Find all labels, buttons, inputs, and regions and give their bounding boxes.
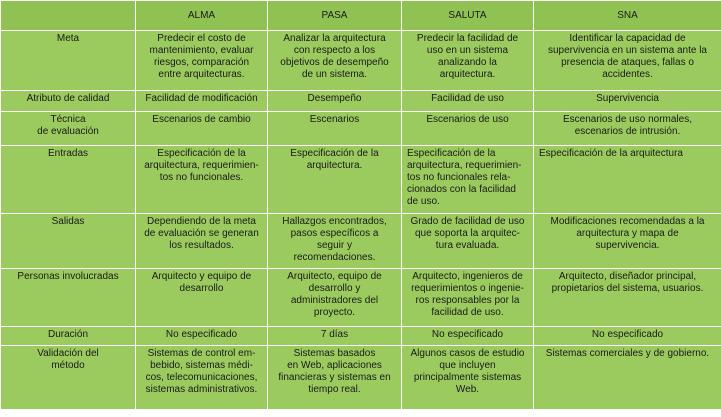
cell-pasa: Escenarios <box>268 112 402 146</box>
row-duracion <box>1 327 721 346</box>
row-label: Personas involucradas <box>1 269 136 327</box>
cell-saluta: Grado de facilidad de uso que soporta la arquitec- tura evaluada. <box>402 214 534 269</box>
header-alma: ALMA <box>136 1 268 31</box>
cell-pasa: 7 días <box>268 327 402 346</box>
row-tecnica <box>1 112 721 146</box>
cell-alma: Sistemas de control em- bebido, sistemas médi- cos, telecomunicaciones, sistemas administrativos. <box>136 346 268 410</box>
cell-sna: Supervivencia <box>534 91 721 112</box>
cell-saluta: Algunos casos de estudio que incluyen principalmente sistemas Web. <box>402 346 534 410</box>
row-entradas <box>1 146 721 214</box>
cell-sna: Especificación de la arquitectura <box>534 146 721 214</box>
row-validacion <box>1 346 721 410</box>
cell-alma: Especificación de la arquitectura, requerimien- tos no funcionales. <box>136 146 268 214</box>
header-corner <box>1 1 136 31</box>
row-label: Entradas <box>1 146 136 214</box>
cell-saluta: Predecir la facilidad de uso en un sistema analizando la arquitectura. <box>402 31 534 91</box>
row-label: Duración <box>1 327 136 346</box>
row-label: Técnica de evaluación <box>1 112 136 146</box>
cell-alma: Predecir el costo de mantenimiento, evaluar riesgos, comparación entre arquitecturas. <box>136 31 268 91</box>
row-label: Atributo de calidad <box>1 91 136 112</box>
row-label: Salidas <box>1 214 136 269</box>
cell-sna: Escenarios de uso normales, escenarios de intrusión. <box>534 112 721 146</box>
cell-pasa: Analizar la arquitectura con respecto a los objetivos de desempeño de un sistema. <box>268 31 402 91</box>
cell-sna: Arquitecto, diseñador principal, propietarios del sistema, usuarios. <box>534 269 721 327</box>
cell-alma: Arquitecto y equipo de desarrollo <box>136 269 268 327</box>
cell-pasa: Hallazgos encontrados, pasos específicos a seguir y recomendaciones. <box>268 214 402 269</box>
row-atributo <box>1 91 721 112</box>
cell-saluta: Facilidad de uso <box>402 91 534 112</box>
cell-saluta: Especificación de la arquitectura, requerimien- tos no funcionales rela- cionados con la facilidad de uso. <box>402 146 534 214</box>
cell-sna: Modificaciones recomendadas a la arquitectura y mapa de supervivencia. <box>534 214 721 269</box>
row-personas <box>1 269 721 327</box>
header-row <box>1 1 721 31</box>
cell-sna: No especificado <box>534 327 721 346</box>
header-pasa: PASA <box>268 1 402 31</box>
cell-pasa: Arquitecto, equipo de desarrollo y administradores del proyecto. <box>268 269 402 327</box>
row-meta <box>1 31 721 91</box>
row-label: Validación del método <box>1 346 136 410</box>
cell-sna: Sistemas comerciales y de gobierno. <box>534 346 721 410</box>
header-saluta: SALUTA <box>402 1 534 31</box>
header-sna: SNA <box>534 1 721 31</box>
cell-sna: Identificar la capacidad de supervivencia en un sistema ante la presencia de ataques, fallas o accidentes. <box>534 31 721 91</box>
cell-saluta: Arquitecto, ingenieros de requerimientos o ingenie- ros responsables por la facilidad de uso. <box>402 269 534 327</box>
cell-pasa: Desempeño <box>268 91 402 112</box>
row-label: Meta <box>1 31 136 91</box>
cell-alma: No especificado <box>136 327 268 346</box>
cell-alma: Dependiendo de la meta de evaluación se generan los resultados. <box>136 214 268 269</box>
cell-alma: Escenarios de cambio <box>136 112 268 146</box>
cell-saluta: Escenarios de uso <box>402 112 534 146</box>
cell-pasa: Sistemas basados en Web, aplicaciones financieras y sistemas en tiempo real. <box>268 346 402 410</box>
cell-alma: Facilidad de modificación <box>136 91 268 112</box>
cell-pasa: Especificación de la arquitectura. <box>268 146 402 214</box>
cell-saluta: No especificado <box>402 327 534 346</box>
row-salidas <box>1 214 721 269</box>
